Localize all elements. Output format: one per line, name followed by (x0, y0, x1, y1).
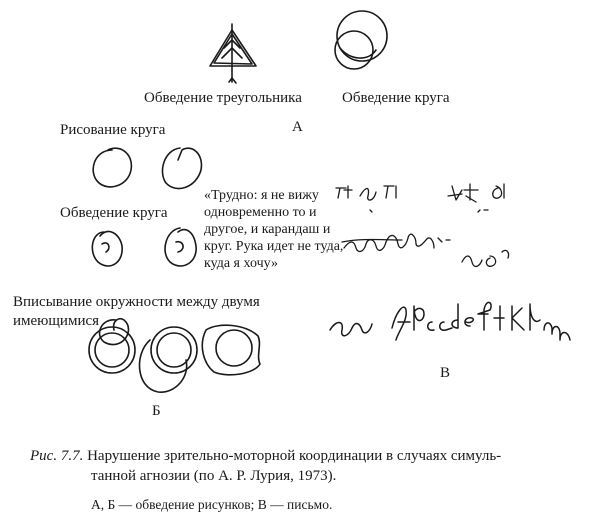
inscribed-circles-drawing (89, 319, 260, 392)
label-inscribing-line1: Вписывание окружности между двумя (13, 294, 260, 310)
label-triangle-tracing: Обведение треугольника (144, 90, 302, 106)
section-letter-b: Б (152, 403, 161, 419)
section-letter-v: В (440, 365, 451, 381)
handwriting-sample-bottom (330, 302, 570, 340)
label-circle-tracing-b: Обведение круга (60, 205, 168, 221)
caption-text-line2: танной агнозии (по А. Р. Лурия, 1973). (91, 468, 337, 484)
patient-quote: «Трудно: я не вижу одновременно то и другое, и карандаш и круг. Рука идет не туда, куда я хочу» (204, 188, 344, 271)
traced-circle-drawing-a (335, 11, 387, 69)
caption-text-line1: Нарушение зрительно-моторной координации в случаях симуль- (87, 448, 502, 464)
label-circle-tracing-a: Обведение круга (342, 90, 450, 106)
label-circle-drawing: Рисование круга (60, 122, 166, 138)
traced-triangle-drawing (210, 24, 256, 83)
section-letter-a: А (292, 119, 303, 135)
caption-legend: А, Б — обведение рисунков; В — письмо. (91, 497, 333, 512)
label-inscribing-line2: имеющимися (13, 313, 100, 329)
traced-circles-b (92, 228, 196, 266)
figure-number: Рис. 7.7. (30, 448, 84, 464)
handwriting-sample-top (336, 184, 504, 212)
figure-caption-line1 (30, 447, 501, 466)
handwriting-sample-middle (342, 234, 509, 266)
drawn-circles (93, 148, 201, 189)
